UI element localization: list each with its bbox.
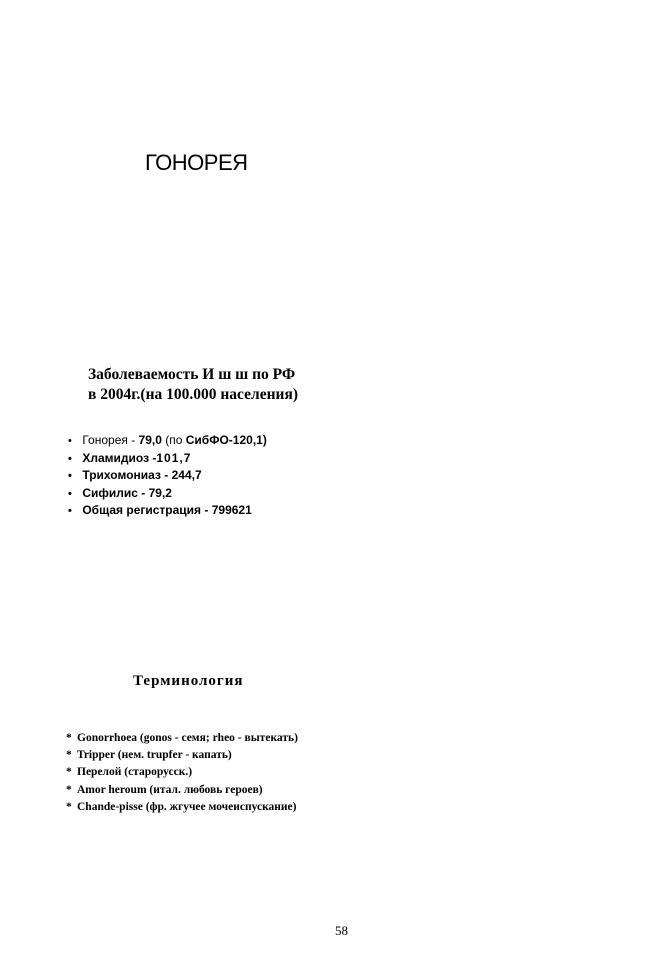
incidence-value: 79,2 — [148, 485, 172, 500]
bullet-icon: • — [68, 452, 72, 465]
disease-label: Трихомониаз - — [82, 468, 169, 482]
incidence-list — [68, 432, 267, 520]
terminology-heading: Терминология — [133, 673, 244, 689]
list-item — [68, 450, 267, 468]
asterisk-icon: * — [66, 800, 72, 813]
asterisk-icon: * — [66, 732, 72, 744]
regional-note-value: СибФО-120,1) — [185, 433, 267, 447]
terminology-list — [66, 730, 298, 816]
bullet-icon: • — [68, 487, 72, 500]
list-item — [68, 485, 267, 503]
disease-label: Общая регистрация - — [82, 503, 209, 517]
disease-label: Сифилис - — [82, 485, 146, 500]
term-text: Tripper (нем. trupfer - капать) — [77, 749, 232, 762]
list-item — [66, 782, 298, 799]
bullet-icon: • — [68, 470, 72, 482]
list-item — [66, 799, 298, 816]
disease-label: Хламидиоз - — [82, 450, 157, 465]
asterisk-icon: * — [66, 766, 72, 779]
list-item — [68, 467, 267, 485]
page-title: ГОНОРЕЯ — [145, 150, 248, 175]
list-item — [68, 502, 267, 520]
incidence-value: 244,7 — [171, 468, 202, 482]
term-text: Chande-pisse (фр. жгучее мочеиспускание) — [77, 800, 297, 813]
incidence-value: 79,0 — [138, 433, 162, 447]
bullet-icon: • — [68, 505, 72, 517]
incidence-heading-line-2: в 2004г.(на 100.000 населения) — [88, 386, 298, 403]
list-item — [66, 747, 298, 764]
list-item — [68, 432, 267, 450]
incidence-heading-line-1: Заболеваемость И ш ш по РФ — [88, 366, 296, 383]
asterisk-icon: * — [66, 783, 72, 796]
list-item — [66, 730, 298, 747]
asterisk-icon: * — [66, 749, 72, 762]
incidence-heading — [88, 365, 298, 405]
regional-note-prefix: (по — [165, 433, 186, 447]
bullet-icon: • — [68, 435, 72, 447]
page-number: 58 — [335, 923, 348, 938]
term-text: Amor heroum (итал. любовь героев) — [77, 783, 263, 796]
disease-label: Гонорея - — [82, 433, 136, 447]
term-text: Перелой (старорусск.) — [77, 766, 193, 779]
incidence-value: 799621 — [211, 503, 252, 517]
list-item — [66, 764, 298, 781]
incidence-value: 101,7 — [156, 450, 192, 465]
term-text: Gonorrhoea (gonos - семя; rheo - вытекать) — [77, 732, 298, 744]
